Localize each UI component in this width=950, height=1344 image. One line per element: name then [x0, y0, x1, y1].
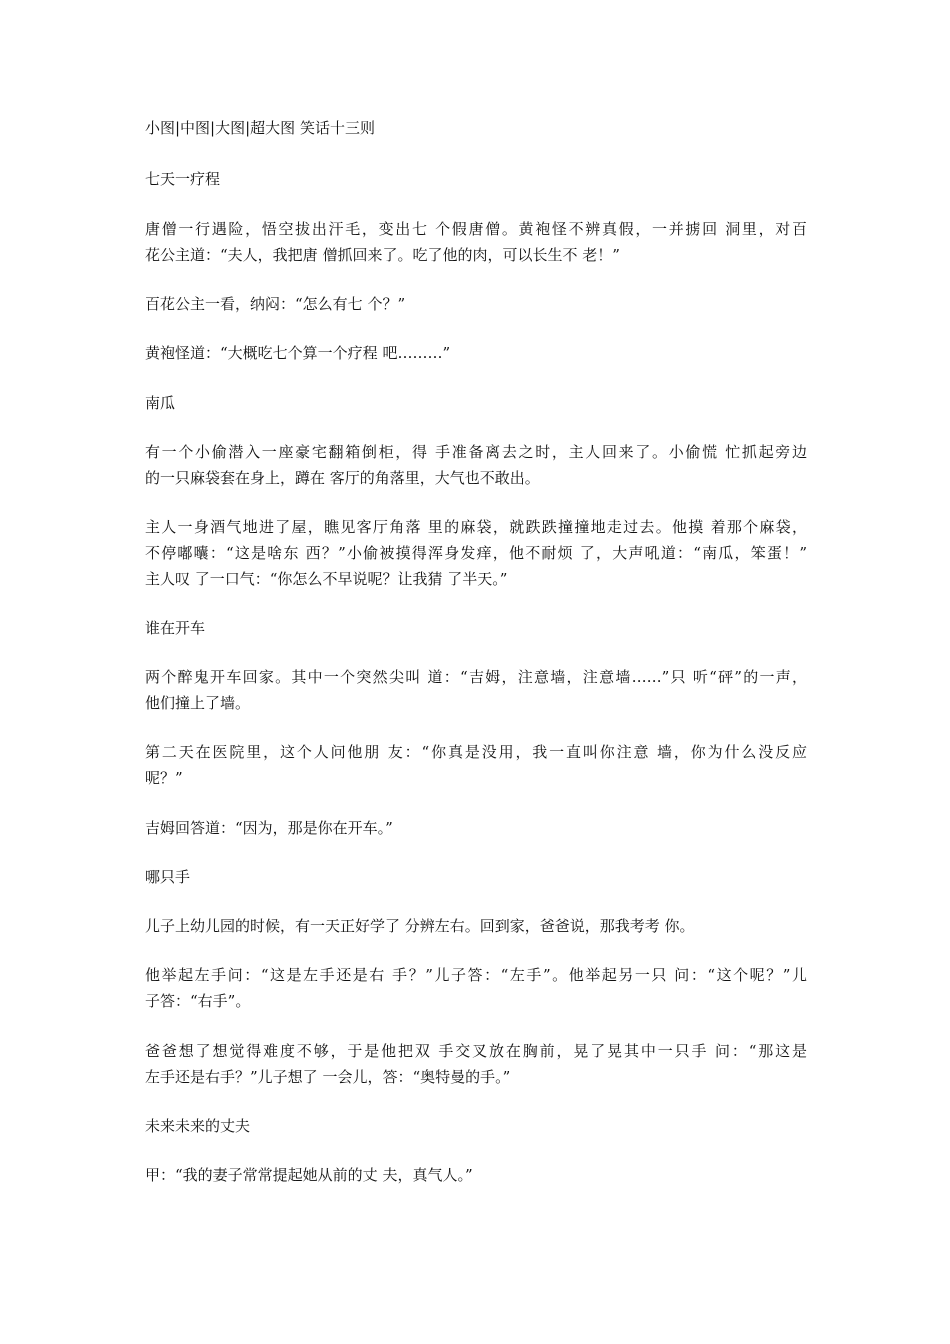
section-heading-5: 未来未来的丈夫	[145, 1117, 251, 1135]
text-line: 百花公主一看，纳闷：“怎么有七 个？”	[145, 295, 406, 313]
text-line: 儿子上幼儿园的时候，有一天正好学了 分辨左右。回到家，爸爸说，那我考考 你。	[145, 917, 695, 935]
text-line: 左手还是右手？”儿子想了 一会儿，答：“奥特曼的手。”	[145, 1068, 511, 1086]
section-heading-3: 谁在开车	[145, 619, 206, 637]
text-line: 主人叹 了一口气：“你怎么不早说呢？让我猜 了半天。”	[145, 570, 508, 588]
text-line: 花公主道：“夫人，我把唐 僧抓回来了。吃了他的肉，可以长生不 老！”	[145, 246, 620, 264]
section-heading-4: 哪只手	[145, 868, 191, 886]
text-line: 不停嘟囔：“这是啥东 西？”小偷被摸得浑身发痒，他不耐烦 了，大声吼道：“南瓜，笨蛋！”	[145, 544, 807, 562]
header-line	[145, 119, 375, 137]
text-line: 两个醉鬼开车回家。其中一个突然尖叫 道：“吉姆，注意墙，注意墙……”只 听“砰”的一声，	[145, 668, 807, 686]
section-heading-1: 七天一疗程	[145, 170, 221, 188]
text-line: 有一个小偷潜入一座豪宅翻箱倒柜，得 手准备离去之时，主人回来了。小偷慌 忙抓起旁边	[145, 443, 807, 461]
text-line: 黄袍怪道：“大概吃七个算一个疗程 吧………”	[145, 344, 451, 362]
text-line: 他举起左手问：“这是左手还是右 手？”儿子答：“左手”。他举起另一只 问：“这个呢？”儿	[145, 966, 807, 984]
text-line: 呢？”	[145, 769, 183, 787]
section-heading-2: 南瓜	[145, 394, 176, 412]
page-title: 笑话十三则	[299, 119, 375, 137]
image-size-links[interactable]: 小图|中图|大图|超大图	[145, 119, 296, 137]
text-line: 第二天在医院里，这个人问他朋 友：“你真是没用，我一直叫你注意 墙，你为什么没反应	[145, 743, 807, 761]
text-line: 爸爸想了想觉得难度不够，于是他把双 手交叉放在胸前，晃了晃其中一只手 问：“那这是	[145, 1042, 807, 1060]
text-line: 子答：“右手”。	[145, 992, 251, 1010]
text-line: 他们撞上了墙。	[145, 694, 251, 712]
text-line: 唐僧一行遇险，悟空拔出汗毛，变出七 个假唐僧。黄袍怪不辨真假，一并掳回 洞里，对百	[145, 220, 807, 238]
text-line: 吉姆回答道：“因为，那是你在开车。”	[145, 819, 393, 837]
text-line: 甲：“我的妻子常常提起她从前的丈 夫，真气人。”	[145, 1166, 473, 1184]
text-line: 主人一身酒气地进了屋，瞧见客厅角落 里的麻袋，就跌跌撞撞地走过去。他摸 着那个麻袋，	[145, 518, 807, 536]
text-line: 的一只麻袋套在身上，蹲在 客厅的角落里，大气也不敢出。	[145, 469, 540, 487]
